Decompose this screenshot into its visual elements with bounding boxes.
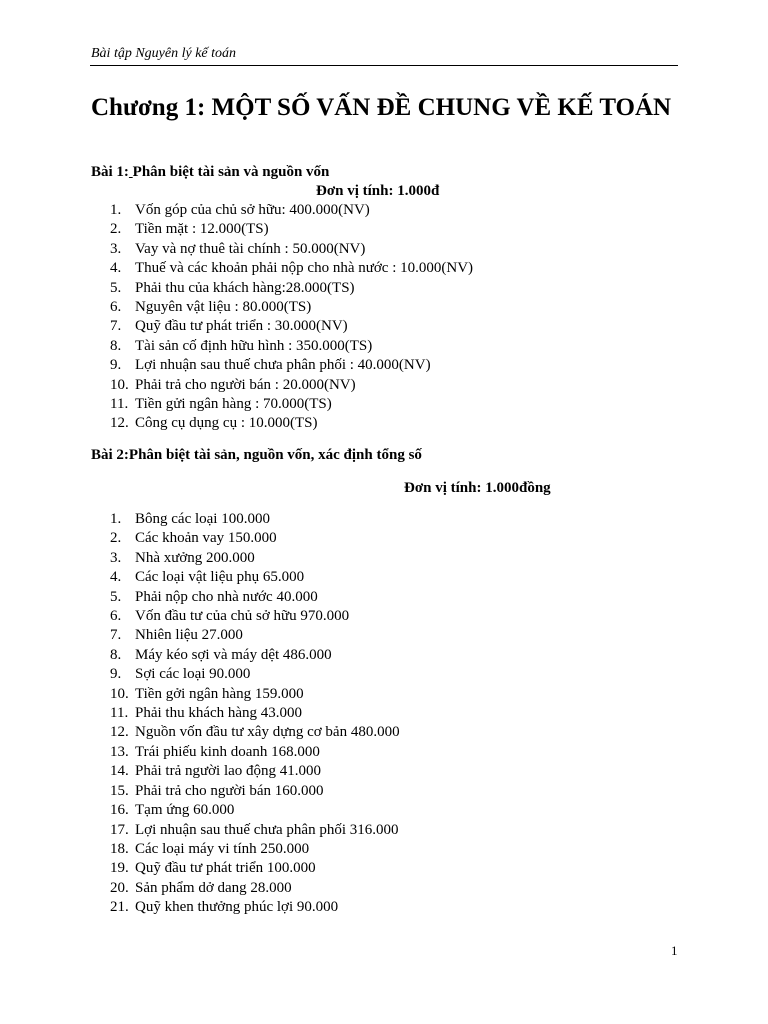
exercise-2-list-item — [110, 782, 400, 801]
list-item-text: Phải thu của khách hàng:28.000(TS) — [135, 279, 355, 296]
list-item-text: Vốn đầu tư của chủ sở hữu 970.000 — [135, 608, 350, 625]
list-item-text: Phải trả cho người bán : 20.000(NV) — [135, 376, 356, 393]
exercise-1-list-item — [110, 356, 473, 375]
list-item-text: Lợi nhuận sau thuế chưa phân phối : 40.000(NV) — [135, 357, 431, 374]
list-item-text: Nguồn vốn đầu tư xây dựng cơ bản 480.000 — [135, 724, 400, 741]
exercise-2-list-item — [110, 588, 400, 607]
exercise-1-list-item — [110, 220, 473, 239]
exercise-1-list-item — [110, 395, 473, 414]
list-item-number: 1. — [110, 202, 122, 218]
list-item-number: 8. — [110, 646, 122, 663]
list-item-text: Phải trả người lao động 41.000 — [135, 763, 322, 780]
page-number: 1 — [671, 943, 678, 958]
list-item-number: 11. — [110, 705, 129, 722]
list-item-number: 12. — [110, 415, 129, 432]
list-item-text: Phải thu khách hàng 43.000 — [135, 705, 303, 722]
list-item-text: Lợi nhuận sau thuế chưa phân phối 316.000 — [135, 821, 399, 838]
chapter-title: Chương 1: MỘT SỐ VẤN ĐỀ CHUNG VỀ KẾ TOÁN — [91, 94, 672, 121]
list-item-text: Tiền gởi ngân hàng 159.000 — [135, 685, 304, 702]
list-item-text: Bông các loại 100.000 — [135, 511, 270, 527]
list-item-text: Tạm ứng 60.000 — [135, 802, 235, 819]
list-item-number: 14. — [110, 763, 129, 780]
list-item-number: 3. — [110, 549, 122, 566]
exercise-2-list-item — [110, 898, 400, 917]
list-item-number: 19. — [110, 860, 129, 877]
list-item-number: 13. — [110, 743, 129, 760]
list-item-text: Nhiên liệu 27.000 — [135, 627, 243, 644]
list-item-number: 9. — [110, 666, 122, 683]
list-item-number: 5. — [110, 279, 122, 296]
exercise-1-list — [110, 201, 473, 434]
list-item-number: 21. — [110, 899, 129, 916]
list-item-text: Các khoản vay 150.000 — [135, 530, 277, 547]
exercise-1-heading — [91, 163, 329, 182]
exercise-2-list-item — [110, 529, 400, 548]
exercise-1-unit: Đơn vị tính: 1.000đ — [316, 183, 440, 199]
list-item-number: 3. — [110, 240, 122, 257]
list-item-number: 8. — [110, 337, 122, 354]
header-divider — [90, 65, 678, 66]
exercise-2-list-item — [110, 607, 400, 626]
list-item-text: Phải trả cho người bán 160.000 — [135, 782, 324, 799]
list-item-text: Tiền gửi ngân hàng : 70.000(TS) — [135, 396, 332, 413]
list-item-text: Các loại máy vi tính 250.000 — [135, 840, 310, 857]
list-item-text: Vay và nợ thuê tài chính : 50.000(NV) — [135, 240, 366, 257]
exercise-1-list-item — [110, 201, 473, 220]
list-item-text: Công cụ dụng cụ : 10.000(TS) — [135, 415, 318, 432]
list-item-text: Tiền mặt : 12.000(TS) — [135, 221, 269, 238]
list-item-number: 20. — [110, 879, 129, 896]
exercise-1-list-item — [110, 259, 473, 278]
exercise-2-list-item — [110, 762, 400, 781]
list-item-number: 10. — [110, 376, 129, 393]
list-item-text: Trái phiếu kinh doanh 168.000 — [135, 743, 320, 760]
list-item-text: Quỹ đầu tư phát triển 100.000 — [135, 860, 316, 877]
exercise-2-list-item — [110, 704, 400, 723]
exercise-2-list-item — [110, 568, 400, 587]
list-item-number: 18. — [110, 840, 129, 857]
exercise-1-list-item — [110, 376, 473, 395]
exercise-2-list-item — [110, 723, 400, 742]
list-item-number: 9. — [110, 357, 122, 374]
exercise-2-unit: Đơn vị tính: 1.000đồng — [404, 480, 551, 496]
exercise-1-list-item — [110, 414, 473, 433]
exercise-2-list-item — [110, 685, 400, 704]
exercise-2-list-item — [110, 646, 400, 665]
list-item-number: 17. — [110, 821, 129, 838]
list-item-number: 15. — [110, 782, 129, 799]
list-item-number: 6. — [110, 299, 122, 316]
list-item-text: Sản phẩm dở dang 28.000 — [135, 879, 292, 896]
list-item-text: Quỹ đầu tư phát triển : 30.000(NV) — [135, 318, 348, 335]
list-item-text: Nguyên vật liệu : 80.000(TS) — [135, 299, 312, 316]
exercise-2-list-item — [110, 821, 400, 840]
list-item-text: Nhà xưởng 200.000 — [135, 549, 255, 566]
exercise-2-list-item — [110, 743, 400, 762]
exercise-2-heading: Bài 2:Phân biệt tài sản, nguồn vốn, xác định tổng số — [91, 447, 422, 463]
list-item-number: 12. — [110, 724, 129, 741]
exercise-2-list-item — [110, 801, 400, 820]
list-item-text: Thuế và các khoản phải nộp cho nhà nước : 10.000(NV) — [135, 260, 474, 277]
list-item-text: Phải nộp cho nhà nước 40.000 — [135, 588, 318, 605]
exercise-2-list-item — [110, 859, 400, 878]
exercise-1-list-item — [110, 317, 473, 336]
exercise-2-list-item — [110, 549, 400, 568]
exercise-1-list-item — [110, 240, 473, 259]
exercise-1-heading-text: Phân biệt tài sản và nguồn vốn — [132, 164, 330, 180]
list-item-number: 11. — [110, 396, 129, 413]
exercise-1-heading-prefix: Bài 1: — [91, 164, 129, 180]
exercise-1-list-item — [110, 337, 473, 356]
exercise-1-list-item — [110, 279, 473, 298]
exercise-2-list-item — [110, 626, 400, 645]
exercise-2-list-item — [110, 665, 400, 684]
running-header: Bài tập Nguyên lý kế toán — [91, 46, 237, 61]
exercise-2-list-item — [110, 510, 400, 529]
list-item-number: 16. — [110, 802, 129, 819]
list-item-number: 5. — [110, 588, 122, 605]
exercise-2-list-item — [110, 879, 400, 898]
exercise-2-list-item — [110, 840, 400, 859]
list-item-number: 4. — [110, 569, 122, 586]
list-item-number: 10. — [110, 685, 129, 702]
list-item-number: 4. — [110, 260, 122, 277]
list-item-text: Vốn góp của chủ sở hữu: 400.000(NV) — [135, 202, 370, 218]
list-item-number: 7. — [110, 627, 122, 644]
list-item-text: Sợi các loại 90.000 — [135, 666, 251, 683]
list-item-number: 6. — [110, 608, 122, 625]
list-item-number: 7. — [110, 318, 122, 335]
list-item-text: Quỹ khen thưởng phúc lợi 90.000 — [135, 899, 339, 916]
list-item-number: 1. — [110, 511, 122, 527]
exercise-1-list-item — [110, 298, 473, 317]
list-item-text: Các loại vật liệu phụ 65.000 — [135, 569, 305, 586]
list-item-number: 2. — [110, 221, 122, 238]
exercise-2-list — [110, 510, 400, 918]
list-item-text: Máy kéo sợi và máy dệt 486.000 — [135, 646, 332, 663]
list-item-number: 2. — [110, 530, 122, 547]
list-item-text: Tài sản cố định hữu hình : 350.000(TS) — [135, 337, 373, 354]
